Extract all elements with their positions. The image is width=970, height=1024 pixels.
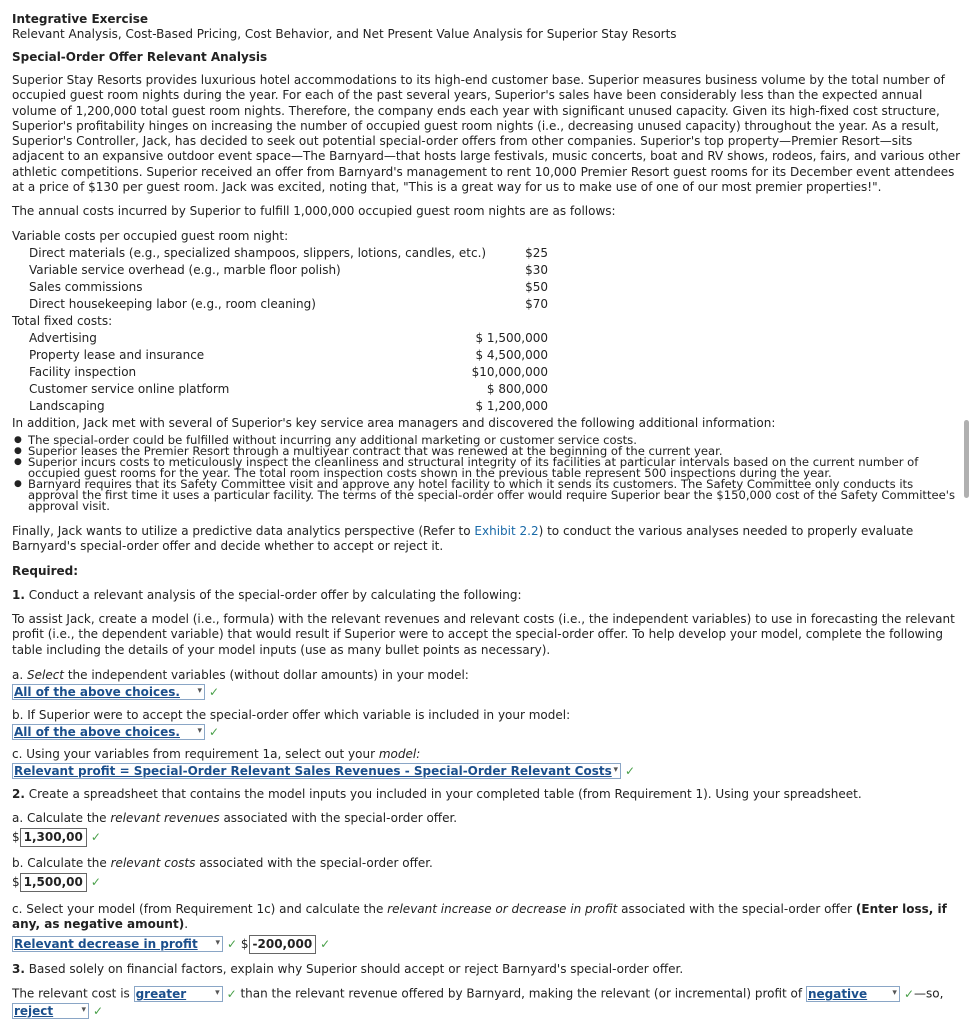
chevron-down-icon: ▾ <box>892 988 897 998</box>
q2-prompt <box>12 787 967 802</box>
q3-cost-comparison-dropdown[interactable] <box>134 986 223 1002</box>
q2a-rest: associated with the special-order offer. <box>219 811 458 825</box>
q1-text: Conduct a relevant analysis of the special-order offer by calculating the following: <box>28 588 522 602</box>
cost-label: Sales commissions <box>29 280 143 294</box>
exercise-title: Integrative Exercise <box>12 12 148 26</box>
q1a-italic: Select <box>26 668 65 682</box>
cost-label: Advertising <box>29 331 97 345</box>
q2c-bold: (Enter loss, if any, as negative amount) <box>12 902 947 932</box>
cost-label: Customer service online platform <box>29 382 230 396</box>
q2-text: Create a spreadsheet that contains the model inputs you included in your completed table (from Requirement 1). Using your spreadsheet. <box>28 787 862 801</box>
q2b-prompt <box>12 856 967 871</box>
list-item: ● Barnyard requires that its Safety Committee visit and approve any hotel facility to which it sends its customers. The Safety Committee only conducts its approval the first time it uses a particular facility. The terms of the special-order offer would require Superior bear the $150,000 cost of the Safety Committee's approval visit. <box>28 479 967 512</box>
q1c-dropdown-value: Relevant profit = Special-Order Relevant Sales Revenues - Special-Order Relevant Costs <box>14 764 612 779</box>
cost-value: $70 <box>525 297 548 311</box>
q2a-prompt <box>12 811 967 826</box>
q1-prompt <box>12 588 967 603</box>
q3-profit-sign-dropdown[interactable] <box>806 986 900 1002</box>
check-icon: ✓ <box>93 1003 104 1018</box>
cost-value: $ 1,500,000 <box>475 331 548 345</box>
q1-assist-text: To assist Jack, create a model (i.e., formula) with the relevant revenues and relevant costs (i.e., the independent variables) to use in forecasting the relevant profit (i.e., the dependent variable) that would result if Superior were to accept the special-order offer. To help develop your model, complete the following table including the details of your model inputs (use as many bullet points as necessary). <box>12 612 955 657</box>
q2c-italic: relevant increase or decrease in profit <box>387 902 618 916</box>
q2b-italic: relevant costs <box>110 856 196 870</box>
cost-label: Facility inspection <box>29 365 137 379</box>
q1a-dropdown-value: All of the above choices. <box>14 685 180 700</box>
q3-dropdown-2-value: negative <box>807 987 868 1001</box>
relevant-revenues-input[interactable]: 1,300,00 <box>20 828 87 847</box>
cost-value: $ 4,500,000 <box>475 348 548 362</box>
check-icon: ✓ <box>226 986 237 1001</box>
q1b-dropdown-value: All of the above choices. <box>14 725 180 740</box>
chevron-down-icon: ▾ <box>215 988 220 998</box>
cost-value: $ 1,200,000 <box>475 399 548 413</box>
cost-label: Direct housekeeping labor (e.g., room cleaning) <box>29 297 316 311</box>
dollar-sign: $ <box>12 830 20 845</box>
chevron-down-icon: ▾ <box>613 765 618 776</box>
check-icon: ✓ <box>90 875 101 890</box>
list-item: ● The special-order could be fulfilled without incurring any additional marketing or customer service costs. <box>28 435 967 446</box>
q2a-text: a. Calculate the <box>12 811 111 825</box>
check-icon: ✓ <box>903 986 915 1001</box>
cost-label: Variable service overhead (e.g., marble floor polish) <box>29 263 341 277</box>
q1c-text: c. Using your variables from requirement 1a, select out your <box>12 747 379 761</box>
section-heading: Special-Order Offer Relevant Analysis <box>12 50 268 64</box>
cost-value: $30 <box>525 263 548 277</box>
check-icon: ✓ <box>90 830 101 845</box>
additional-info-list <box>12 435 967 512</box>
exercise-subtitle: Relevant Analysis, Cost-Based Pricing, Cost Behavior, and Net Present Value Analysis for Superior Stay Resorts <box>12 27 677 41</box>
cost-label: Landscaping <box>29 399 105 413</box>
dollar-sign: $ <box>12 875 20 890</box>
cost-value: $ 800,000 <box>486 382 548 396</box>
q3-text-3: —so, <box>914 986 944 1001</box>
variable-costs-heading: Variable costs per occupied guest room night: <box>12 229 289 243</box>
q3-dropdown-1-value: greater <box>135 987 187 1001</box>
scrollbar-thumb[interactable] <box>964 420 969 498</box>
chevron-down-icon: ▾ <box>197 686 202 697</box>
q3-number: 3. <box>12 962 25 976</box>
required-heading: Required: <box>12 564 79 578</box>
q1c-italic: model: <box>378 747 421 761</box>
q1-number: 1. <box>12 588 25 602</box>
q3-dropdown-3-value: reject <box>14 1004 54 1018</box>
relevant-costs-input[interactable]: 1,500,00 <box>20 873 87 892</box>
check-icon: ✓ <box>227 936 238 951</box>
q2c-dropdown[interactable] <box>12 936 223 952</box>
additional-info-intro: In addition, Jack met with several of Superior's key service area managers and discovered the following additional information: <box>12 416 776 430</box>
fixed-costs-heading: Total fixed costs: <box>12 314 113 328</box>
q1a-rest: the independent variables (without dollar amounts) in your model: <box>64 668 469 682</box>
q1a-dropdown[interactable] <box>12 684 205 700</box>
q1a-prefix: a. <box>12 668 27 682</box>
q1b-prompt: b. If Superior were to accept the special-order offer which variable is included in your model: <box>12 708 571 722</box>
chevron-down-icon: ▾ <box>215 938 220 949</box>
q3-decision-dropdown[interactable] <box>12 1003 89 1019</box>
finally-text-after: ) to conduct the various analyses needed to properly evaluate Barnyard's special-order offer and decide whether to accept or reject it. <box>12 524 914 554</box>
q3-text-2: than the relevant revenue offered by Barnyard, making the relevant (or incremental) profit of <box>236 986 806 1001</box>
q1b-dropdown[interactable] <box>12 724 205 740</box>
list-item: ● Superior leases the Premier Resort through a multiyear contract that was renewed at the beginning of the current year. <box>28 446 967 457</box>
q2c-dropdown-value: Relevant decrease in profit <box>14 937 198 952</box>
q2b-text: b. Calculate the <box>12 856 111 870</box>
q2a-italic: relevant revenues <box>110 811 220 825</box>
cost-label: Property lease and insurance <box>29 348 205 362</box>
cost-value: $50 <box>525 280 548 294</box>
q2c-rest: associated with the special-order offer <box>617 902 856 916</box>
check-icon: ✓ <box>320 936 331 951</box>
finally-paragraph <box>12 524 967 555</box>
q2-number: 2. <box>12 787 25 801</box>
q3-text: Based solely on financial factors, explain why Superior should accept or reject Barnyard's special-order offer. <box>28 962 684 976</box>
check-icon: ✓ <box>625 763 636 778</box>
cost-value: $25 <box>525 246 548 260</box>
exhibit-link[interactable]: Exhibit 2.2 <box>474 524 539 538</box>
q1c-dropdown[interactable] <box>12 763 621 779</box>
chevron-down-icon: ▾ <box>81 1005 86 1015</box>
cost-label: Direct materials (e.g., specialized shampoos, slippers, lotions, candles, etc.) <box>29 246 487 260</box>
q3-answer-line <box>12 986 967 1002</box>
cost-table <box>12 229 967 415</box>
q1c-prompt <box>12 747 967 762</box>
check-icon: ✓ <box>209 684 220 699</box>
q2c-text: c. Select your model (from Requirement 1c) and calculate the <box>12 902 388 916</box>
chevron-down-icon: ▾ <box>197 726 202 737</box>
annual-costs-intro: The annual costs incurred by Superior to fulfill 1,000,000 occupied guest room nights are as follows: <box>12 204 616 219</box>
profit-change-input[interactable]: -200,000 <box>249 935 317 954</box>
intro-paragraph: Superior Stay Resorts provides luxurious hotel accommodations to its high-end customer base. Superior measures business volume by the total number of occupied guest room nights during the year. For each of the past several years, Superior's sales have been considerably less than the expected annual volume of 1,200,000 total guest room nights. Therefore, the company ends each year with significant unused capacity. Given its high-fixed cost structure, Superior's profitability hinges on increasing the number of occupied guest room nights (i.e., decreasing unused capacity) throughout the year. As a result, Superior's Controller, Jack, has decided to seek out potential special-order offers from other companies. Superior's top property—Premier Resort—sits adjacent to an expansive outdoor event space—The Barnyard—that hosts large festivals, music concerts, boat and RV shows, rodeos, fairs, and various other athletic competitions. Superior received an offer from Barnyard's management to rent 10,000 Premier Resort guest rooms for its December event attendees at a price of $130 per guest room. Jack was excited, noting that, "This is a great way for us to make use of one of our most premier properties!". <box>12 73 961 195</box>
finally-text-before: Finally, Jack wants to utilize a predictive data analytics perspective (Refer to <box>12 524 475 538</box>
cost-value: $10,000,000 <box>471 365 548 379</box>
q2b-rest: associated with the special-order offer. <box>195 856 433 870</box>
list-item: ● Superior incurs costs to meticulously inspect the cleanliness and structural integrity of its facilities at particular intervals based on the current number of occupied guest rooms for the year. The total room inspection costs shown in the previous table represent 500 inspections during the year. <box>28 457 967 479</box>
dollar-sign: $ <box>240 936 249 951</box>
q2c-end: . <box>184 917 189 932</box>
q3-text-1: The relevant cost is <box>12 986 134 1001</box>
check-icon: ✓ <box>209 724 220 739</box>
q2c-prompt <box>12 902 967 933</box>
q3-prompt <box>12 962 967 977</box>
q1a-prompt <box>12 668 967 683</box>
